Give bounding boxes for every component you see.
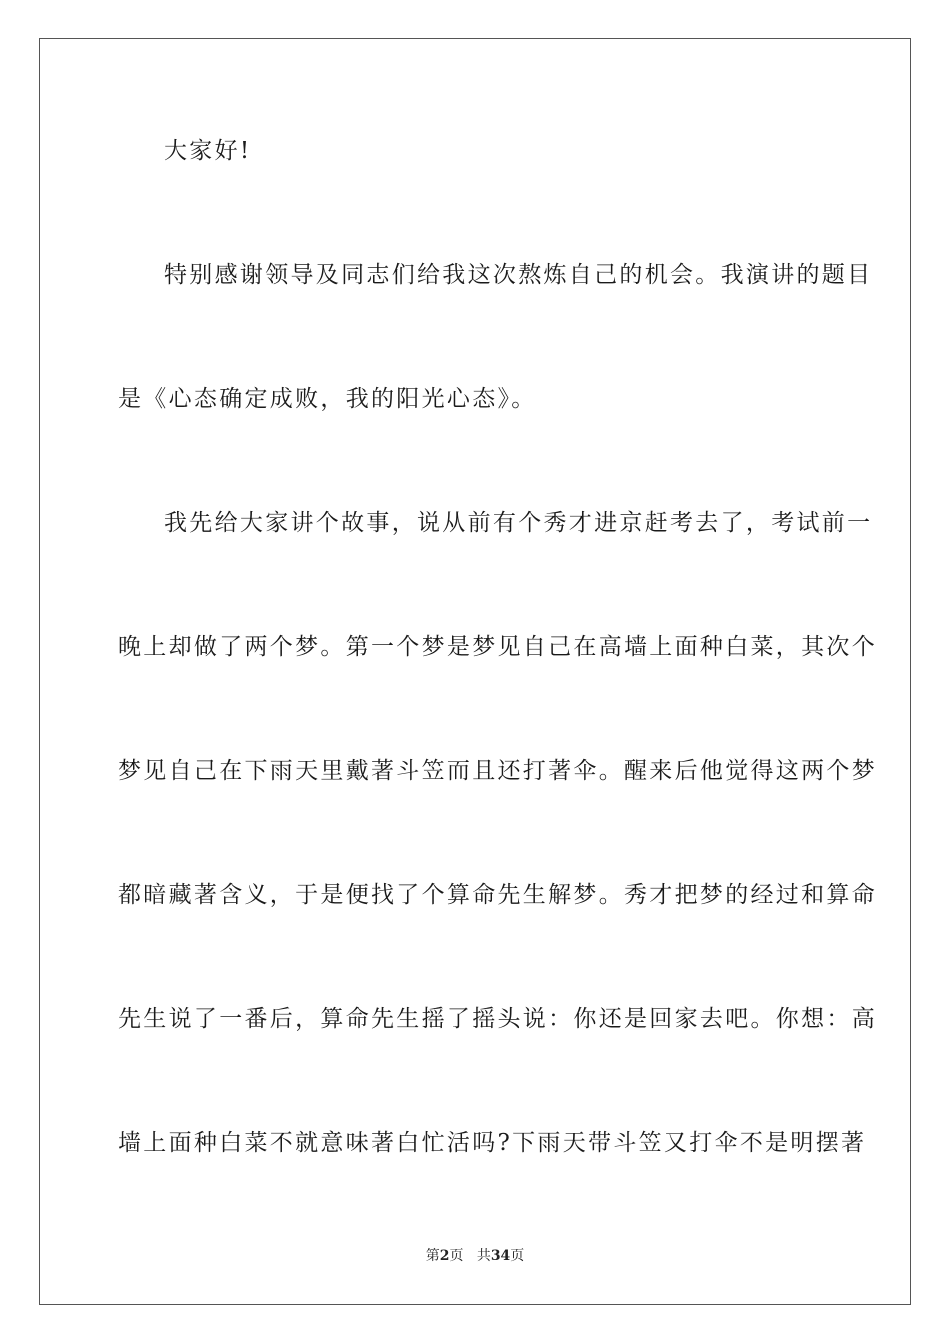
text-line: 都暗藏著含义，于是便找了个算命先生解梦。秀才把梦的经过和算命 bbox=[118, 882, 877, 908]
text-line: 先生说了一番后，算命先生摇了摇头说：你还是回家去吧。你想：高 bbox=[118, 1006, 877, 1032]
page-prefix: 第 bbox=[425, 1248, 440, 1264]
text-line: 是《心态确定成败，我的阳光心态》。 bbox=[118, 386, 537, 412]
text-line: 我先给大家讲个故事，说从前有个秀才进京赶考去了，考试前一 bbox=[164, 510, 873, 536]
page-footer bbox=[0, 1246, 950, 1266]
text-line: 特别感谢领导及同志们给我这次熬炼自己的机会。我演讲的题目 bbox=[164, 262, 873, 288]
total-suffix: 页 bbox=[510, 1248, 525, 1264]
text-line: 墙上面种白菜不就意味著白忙活吗?下雨天带斗笠又打伞不是明摆著 bbox=[118, 1130, 867, 1156]
total-prefix: 共 bbox=[476, 1248, 491, 1264]
text-line: 晚上却做了两个梦。第一个梦是梦见自己在高墙上面种白菜，其次个 bbox=[118, 634, 877, 660]
page-suffix: 页 bbox=[449, 1248, 464, 1264]
text-line: 梦见自己在下雨天里戴著斗笠而且还打著伞。醒来后他觉得这两个梦 bbox=[118, 758, 877, 784]
greeting-line: 大家好! bbox=[164, 138, 252, 164]
page-number: 2 bbox=[439, 1248, 450, 1264]
total-pages: 34 bbox=[490, 1248, 511, 1264]
page-border bbox=[39, 38, 911, 1305]
